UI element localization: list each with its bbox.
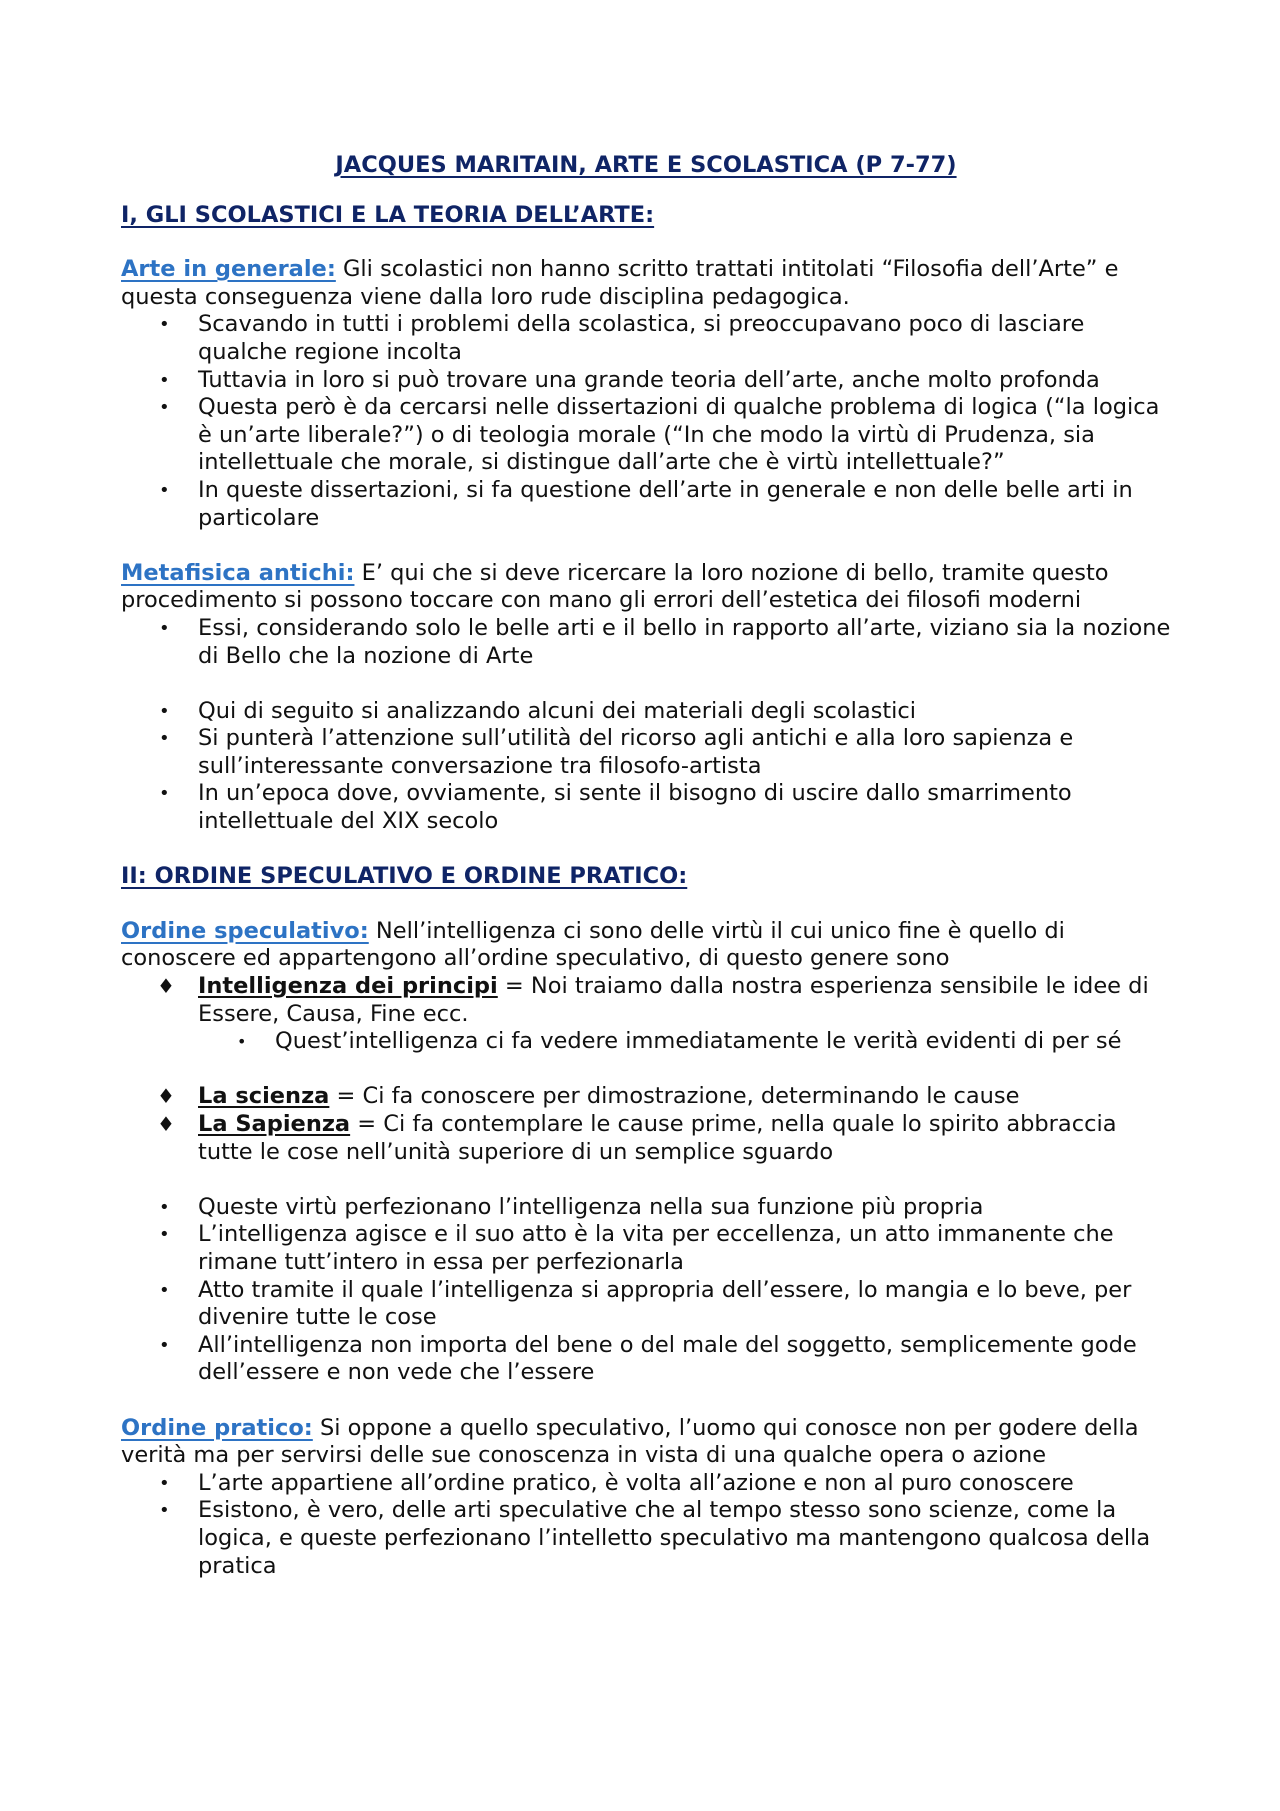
speculativo-label: Ordine speculativo: [121, 917, 369, 944]
list-item: • Queste virtù perfezionano l’intelligenza nella sua funzione più propria [121, 1194, 1171, 1222]
list-item: • Atto tramite il quale l’intelligenza si appropria dell’essere, lo mangia e lo beve, per divenire tutte le cose [121, 1277, 1171, 1332]
list-item: • L’arte appartiene all’ordine pratico, è volta all’azione e non al puro conoscere [121, 1470, 1171, 1498]
list-item: • Scavando in tutti i problemi della scolastica, si preoccupavano poco di lasciare qualche regione incolta [121, 311, 1171, 366]
speculativo-text: Nell’intelligenza ci sono delle virtù il cui unico fine è quello di conoscere ed appartengono all’ordine speculativo, di questo genere sono [121, 917, 1065, 972]
list-item: • Questa però è da cercarsi nelle dissertazioni di qualche problema di logica (“la logica è un’arte liberale?”) o di teologia morale (“In che modo la virtù di Prudenza, sia intellettuale che morale, si distingue dall’arte che è virtù intellettuale?” [121, 394, 1171, 477]
list-item: • Esistono, è vero, delle arti speculative che al tempo stesso sono scienze, come la logica, e queste perfezionano l’intelletto speculativo ma mantengono qualcosa della pratica [121, 1497, 1171, 1580]
pratico-label: Ordine pratico: [121, 1414, 313, 1441]
pratico-paragraph [121, 1415, 1171, 1470]
scienza-text: = Ci fa conoscere per dimostrazione, determinando le cause [329, 1083, 1020, 1110]
list-item: • Quest’intelligenza ci fa vedere immediatamente le verità evidenti di per sé [121, 1028, 1171, 1056]
scienza-term: La scienza [198, 1083, 330, 1110]
list-item: • In queste dissertazioni, si fa questione dell’arte in generale e non delle belle arti in particolare [121, 477, 1171, 532]
list-item: • Tuttavia in loro si può trovare una grande teoria dell’arte, anche molto profonda [121, 367, 1171, 395]
speculativo-paragraph [121, 918, 1171, 973]
list-item [121, 973, 1171, 1028]
section-heading-2: II: ORDINE SPECULATIVO E ORDINE PRATICO: [121, 863, 688, 890]
document-body [121, 152, 1171, 1580]
arte-generale-paragraph [121, 256, 1171, 311]
arte-generale-list [121, 311, 1171, 532]
list-item: • Qui di seguito si analizzando alcuni dei materiali degli scolastici [121, 698, 1171, 726]
metafisica-text: E’ qui che si deve ricercare la loro nozione di bello, tramite questo procedimento si possono toccare con mano gli errori dell’estetica dei filosofi moderni [121, 559, 1109, 614]
speculativo-diamond-list-2 [121, 1083, 1171, 1166]
list-item [121, 1111, 1171, 1166]
arte-generale-label: Arte in generale: [121, 256, 336, 283]
metafisica-list-a [121, 615, 1171, 670]
pratico-list [121, 1470, 1171, 1580]
speculativo-list [121, 1194, 1171, 1387]
list-item: • All’intelligenza non importa del bene o del male del soggetto, semplicemente gode dell’essere e non vede che l’essere [121, 1332, 1171, 1387]
metafisica-paragraph [121, 560, 1171, 615]
principi-text: = Noi traiamo dalla nostra esperienza sensibile le idee di Essere, Causa, Fine ecc. [198, 973, 1149, 1027]
principi-term: Intelligenza dei principi [198, 973, 498, 1000]
metafisica-label: Metafisica antichi: [121, 559, 355, 586]
list-item [121, 1083, 1171, 1111]
sapienza-term: La Sapienza [198, 1111, 351, 1137]
list-item: • Si punterà l’attenzione sull’utilità del ricorso agli antichi e alla loro sapienza e sull’interessante conversazione tra filosofo-artista [121, 725, 1171, 780]
speculativo-diamond-list [121, 973, 1171, 1028]
pratico-text: Si oppone a quello speculativo, l’uomo qui conosce non per godere della verità ma per servirsi delle sue conoscenza in vista di una qualche opera o azione [121, 1414, 1139, 1469]
arte-generale-text: Gli scolastici non hanno scritto trattati intitolati “Filosofia dell’Arte” e questa conseguenza viene dalla loro rude disciplina pedagogica. [121, 256, 1119, 310]
document-title: JACQUES MARITAIN, ARTE E SCOLASTICA (P 7-77) [335, 152, 957, 178]
sapienza-text: = Ci fa contemplare le cause prime, nella quale lo spirito abbraccia tutte le cose nell’unità superiore di un semplice sguardo [198, 1111, 1117, 1165]
list-item: • L’intelligenza agisce e il suo atto è la vita per eccellenza, un atto immanente che rimane tutt’intero in essa per perfezionarla [121, 1221, 1171, 1276]
list-item: • In un’epoca dove, ovviamente, si sente il bisogno di uscire dallo smarrimento intellettuale del XIX secolo [121, 780, 1171, 835]
principi-sub-list [121, 1028, 1171, 1056]
list-item: • Essi, considerando solo le belle arti e il bello in rapporto all’arte, viziano sia la nozione di Bello che la nozione di Arte [121, 615, 1171, 670]
section-heading-1: I, GLI SCOLASTICI E LA TEORIA DELL’ARTE: [121, 201, 655, 228]
metafisica-list-b [121, 698, 1171, 836]
